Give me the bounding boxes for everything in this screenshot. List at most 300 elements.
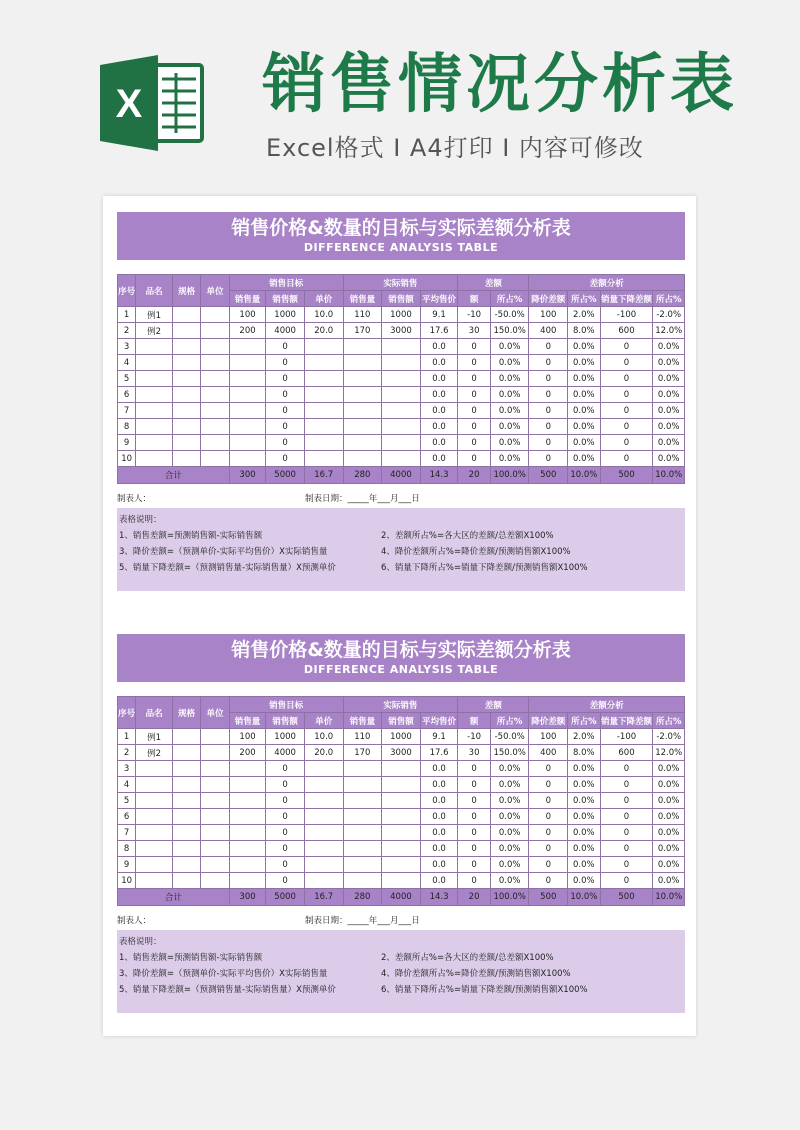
- table-cell[interactable]: 0.0%: [568, 857, 601, 873]
- table-cell[interactable]: 1000: [382, 729, 421, 745]
- table-cell[interactable]: [172, 323, 200, 339]
- table-cell[interactable]: 0: [266, 857, 305, 873]
- table-cell[interactable]: 5: [118, 793, 136, 809]
- table-cell[interactable]: [172, 307, 200, 323]
- table-cell[interactable]: [136, 825, 173, 841]
- table-cell[interactable]: 0: [266, 825, 305, 841]
- table-cell[interactable]: 17.6: [420, 323, 458, 339]
- table-cell[interactable]: -100: [600, 729, 653, 745]
- table-cell[interactable]: 17.6: [420, 745, 458, 761]
- table-cell[interactable]: [304, 435, 343, 451]
- table-cell[interactable]: 0: [600, 451, 653, 467]
- table-cell[interactable]: [304, 419, 343, 435]
- table-cell[interactable]: 0.0%: [568, 825, 601, 841]
- table-cell[interactable]: 0.0%: [568, 435, 601, 451]
- table-cell[interactable]: [304, 451, 343, 467]
- table-cell[interactable]: [304, 857, 343, 873]
- table-cell[interactable]: 0: [458, 873, 491, 889]
- table-cell[interactable]: [343, 419, 382, 435]
- table-cell[interactable]: 0: [458, 435, 491, 451]
- table-cell[interactable]: [201, 387, 229, 403]
- table-cell[interactable]: 0: [600, 873, 653, 889]
- table-cell[interactable]: [304, 355, 343, 371]
- table-cell[interactable]: 例2: [136, 745, 173, 761]
- table-cell[interactable]: [172, 355, 200, 371]
- table-cell[interactable]: 6: [118, 387, 136, 403]
- table-cell[interactable]: [172, 825, 200, 841]
- table-cell[interactable]: 0.0: [420, 825, 458, 841]
- table-cell[interactable]: -10: [458, 307, 491, 323]
- table-cell[interactable]: 0: [600, 419, 653, 435]
- table-cell[interactable]: 0.0%: [490, 387, 529, 403]
- table-cell[interactable]: [172, 857, 200, 873]
- table-cell[interactable]: [172, 873, 200, 889]
- table-cell[interactable]: -100: [600, 307, 653, 323]
- table-cell[interactable]: [229, 809, 266, 825]
- table-cell[interactable]: [201, 809, 229, 825]
- table-cell[interactable]: 0: [529, 873, 568, 889]
- table-cell[interactable]: [382, 873, 421, 889]
- table-cell[interactable]: 0: [600, 809, 653, 825]
- table-cell[interactable]: [172, 339, 200, 355]
- table-cell[interactable]: 0.0: [420, 451, 458, 467]
- table-cell[interactable]: 0.0%: [568, 339, 601, 355]
- table-cell[interactable]: 0: [458, 809, 491, 825]
- table-cell[interactable]: 0: [529, 403, 568, 419]
- table-cell[interactable]: [229, 387, 266, 403]
- table-cell[interactable]: [229, 841, 266, 857]
- table-cell[interactable]: 9: [118, 857, 136, 873]
- table-cell[interactable]: [304, 825, 343, 841]
- table-cell[interactable]: [172, 745, 200, 761]
- table-cell[interactable]: [382, 825, 421, 841]
- table-cell[interactable]: 0: [266, 873, 305, 889]
- table-cell[interactable]: [136, 793, 173, 809]
- table-cell[interactable]: 0: [529, 355, 568, 371]
- table-cell[interactable]: [343, 355, 382, 371]
- table-cell[interactable]: 例1: [136, 729, 173, 745]
- table-cell[interactable]: 2.0%: [568, 729, 601, 745]
- table-cell[interactable]: 0: [266, 339, 305, 355]
- table-cell[interactable]: 0: [529, 857, 568, 873]
- table-cell[interactable]: 110: [343, 729, 382, 745]
- table-cell[interactable]: [304, 841, 343, 857]
- table-cell[interactable]: [172, 419, 200, 435]
- table-cell[interactable]: 0: [266, 371, 305, 387]
- table-cell[interactable]: 0.0%: [653, 451, 685, 467]
- table-cell[interactable]: 7: [118, 825, 136, 841]
- table-cell[interactable]: 0: [458, 825, 491, 841]
- table-cell[interactable]: 0.0%: [568, 761, 601, 777]
- table-cell[interactable]: 9: [118, 435, 136, 451]
- table-cell[interactable]: 110: [343, 307, 382, 323]
- table-cell[interactable]: 0.0%: [653, 371, 685, 387]
- table-cell[interactable]: [343, 387, 382, 403]
- table-cell[interactable]: [201, 793, 229, 809]
- table-cell[interactable]: [201, 873, 229, 889]
- table-cell[interactable]: 0: [458, 371, 491, 387]
- table-cell[interactable]: [382, 777, 421, 793]
- table-cell[interactable]: 0: [458, 793, 491, 809]
- table-cell[interactable]: 0.0%: [568, 403, 601, 419]
- table-cell[interactable]: 3000: [382, 745, 421, 761]
- table-cell[interactable]: 0.0%: [653, 825, 685, 841]
- table-cell[interactable]: 0.0%: [653, 857, 685, 873]
- table-cell[interactable]: 0.0%: [653, 809, 685, 825]
- table-cell[interactable]: 10: [118, 873, 136, 889]
- table-cell[interactable]: 20.0: [304, 745, 343, 761]
- table-cell[interactable]: [229, 355, 266, 371]
- table-cell[interactable]: 1000: [266, 729, 305, 745]
- table-cell[interactable]: [172, 761, 200, 777]
- table-cell[interactable]: [201, 841, 229, 857]
- table-cell[interactable]: [136, 403, 173, 419]
- table-cell[interactable]: 0.0: [420, 435, 458, 451]
- table-cell[interactable]: [304, 403, 343, 419]
- table-cell[interactable]: [172, 435, 200, 451]
- table-cell[interactable]: [136, 355, 173, 371]
- table-cell[interactable]: -10: [458, 729, 491, 745]
- table-cell[interactable]: 0: [600, 761, 653, 777]
- table-cell[interactable]: [136, 761, 173, 777]
- table-cell[interactable]: 9.1: [420, 729, 458, 745]
- table-cell[interactable]: [201, 307, 229, 323]
- table-cell[interactable]: 12.0%: [653, 745, 685, 761]
- table-cell[interactable]: 3000: [382, 323, 421, 339]
- table-cell[interactable]: 2.0%: [568, 307, 601, 323]
- table-cell[interactable]: 8: [118, 419, 136, 435]
- table-cell[interactable]: [172, 777, 200, 793]
- table-cell[interactable]: [229, 371, 266, 387]
- table-cell[interactable]: 0.0%: [568, 387, 601, 403]
- table-cell[interactable]: 4000: [266, 323, 305, 339]
- table-cell[interactable]: [136, 435, 173, 451]
- table-cell[interactable]: 0.0%: [653, 873, 685, 889]
- table-cell[interactable]: [382, 419, 421, 435]
- table-cell[interactable]: 0.0: [420, 403, 458, 419]
- table-cell[interactable]: 0: [600, 793, 653, 809]
- table-cell[interactable]: [201, 857, 229, 873]
- table-cell[interactable]: 10: [118, 451, 136, 467]
- table-cell[interactable]: [201, 729, 229, 745]
- table-cell[interactable]: 0: [266, 387, 305, 403]
- table-cell[interactable]: 1: [118, 729, 136, 745]
- table-cell[interactable]: 200: [229, 323, 266, 339]
- table-cell[interactable]: [172, 729, 200, 745]
- table-cell[interactable]: 0: [600, 841, 653, 857]
- table-cell[interactable]: 30: [458, 323, 491, 339]
- table-cell[interactable]: 0.0%: [568, 355, 601, 371]
- table-cell[interactable]: [304, 873, 343, 889]
- table-cell[interactable]: [229, 451, 266, 467]
- table-cell[interactable]: 0.0%: [568, 841, 601, 857]
- table-cell[interactable]: [304, 809, 343, 825]
- table-cell[interactable]: 0.0: [420, 809, 458, 825]
- table-cell[interactable]: 5: [118, 371, 136, 387]
- table-cell[interactable]: 600: [600, 323, 653, 339]
- table-cell[interactable]: 20.0: [304, 323, 343, 339]
- table-cell[interactable]: [343, 451, 382, 467]
- table-cell[interactable]: [343, 777, 382, 793]
- table-cell[interactable]: 0: [600, 777, 653, 793]
- table-cell[interactable]: 9.1: [420, 307, 458, 323]
- table-cell[interactable]: [229, 873, 266, 889]
- table-cell[interactable]: 0: [600, 825, 653, 841]
- table-cell[interactable]: 0: [600, 857, 653, 873]
- table-cell[interactable]: 0.0%: [653, 841, 685, 857]
- table-cell[interactable]: 7: [118, 403, 136, 419]
- table-cell[interactable]: 0.0%: [490, 873, 529, 889]
- table-cell[interactable]: [343, 761, 382, 777]
- table-cell[interactable]: [229, 777, 266, 793]
- table-cell[interactable]: [201, 355, 229, 371]
- table-cell[interactable]: 8.0%: [568, 745, 601, 761]
- table-cell[interactable]: 6: [118, 809, 136, 825]
- table-cell[interactable]: [229, 793, 266, 809]
- table-cell[interactable]: 0.0: [420, 793, 458, 809]
- table-cell[interactable]: 0: [458, 451, 491, 467]
- table-cell[interactable]: [229, 857, 266, 873]
- table-cell[interactable]: 0: [529, 825, 568, 841]
- table-cell[interactable]: 0: [458, 777, 491, 793]
- table-cell[interactable]: [304, 761, 343, 777]
- table-cell[interactable]: [382, 809, 421, 825]
- table-cell[interactable]: [201, 403, 229, 419]
- table-cell[interactable]: [172, 371, 200, 387]
- table-cell[interactable]: 0: [600, 339, 653, 355]
- table-cell[interactable]: 0: [529, 435, 568, 451]
- table-cell[interactable]: [382, 403, 421, 419]
- table-cell[interactable]: [172, 809, 200, 825]
- table-cell[interactable]: -50.0%: [490, 729, 529, 745]
- table-cell[interactable]: 150.0%: [490, 323, 529, 339]
- table-cell[interactable]: 0.0%: [490, 793, 529, 809]
- table-cell[interactable]: 0.0: [420, 841, 458, 857]
- table-cell[interactable]: 0: [529, 777, 568, 793]
- table-cell[interactable]: [343, 339, 382, 355]
- table-cell[interactable]: [201, 761, 229, 777]
- table-cell[interactable]: [382, 793, 421, 809]
- table-cell[interactable]: 0.0%: [653, 403, 685, 419]
- table-cell[interactable]: [201, 745, 229, 761]
- table-cell[interactable]: [201, 339, 229, 355]
- table-cell[interactable]: 0: [458, 419, 491, 435]
- table-cell[interactable]: 0: [600, 435, 653, 451]
- table-cell[interactable]: [229, 339, 266, 355]
- table-cell[interactable]: 0: [458, 841, 491, 857]
- table-cell[interactable]: [343, 403, 382, 419]
- table-cell[interactable]: 400: [529, 323, 568, 339]
- table-cell[interactable]: 0: [266, 793, 305, 809]
- table-cell[interactable]: [172, 841, 200, 857]
- table-cell[interactable]: 4: [118, 355, 136, 371]
- table-cell[interactable]: 0.0%: [653, 777, 685, 793]
- table-cell[interactable]: 0.0%: [568, 451, 601, 467]
- table-cell[interactable]: 0.0%: [490, 825, 529, 841]
- table-cell[interactable]: [172, 451, 200, 467]
- table-cell[interactable]: 0: [266, 761, 305, 777]
- table-cell[interactable]: 1: [118, 307, 136, 323]
- table-cell[interactable]: 0.0%: [490, 403, 529, 419]
- table-cell[interactable]: 200: [229, 745, 266, 761]
- table-cell[interactable]: 0: [529, 371, 568, 387]
- table-cell[interactable]: [229, 435, 266, 451]
- table-cell[interactable]: 8: [118, 841, 136, 857]
- table-cell[interactable]: 例1: [136, 307, 173, 323]
- table-cell[interactable]: 0: [458, 339, 491, 355]
- table-cell[interactable]: 0: [266, 435, 305, 451]
- table-cell[interactable]: 0.0%: [490, 761, 529, 777]
- table-cell[interactable]: 0.0%: [490, 857, 529, 873]
- table-cell[interactable]: [201, 371, 229, 387]
- table-cell[interactable]: 0: [266, 451, 305, 467]
- table-cell[interactable]: 600: [600, 745, 653, 761]
- table-cell[interactable]: 例2: [136, 323, 173, 339]
- table-cell[interactable]: [343, 371, 382, 387]
- table-cell[interactable]: [201, 435, 229, 451]
- table-cell[interactable]: [201, 419, 229, 435]
- table-cell[interactable]: [172, 403, 200, 419]
- table-cell[interactable]: [343, 793, 382, 809]
- table-cell[interactable]: [382, 371, 421, 387]
- table-cell[interactable]: 100: [529, 729, 568, 745]
- table-cell[interactable]: 2: [118, 323, 136, 339]
- table-cell[interactable]: 0.0%: [568, 873, 601, 889]
- table-cell[interactable]: 170: [343, 745, 382, 761]
- table-cell[interactable]: 0.0: [420, 761, 458, 777]
- table-cell[interactable]: 0: [458, 403, 491, 419]
- table-cell[interactable]: [304, 387, 343, 403]
- table-cell[interactable]: 0.0%: [568, 777, 601, 793]
- table-cell[interactable]: [382, 451, 421, 467]
- table-cell[interactable]: 0: [600, 387, 653, 403]
- table-cell[interactable]: 150.0%: [490, 745, 529, 761]
- table-cell[interactable]: [136, 857, 173, 873]
- table-cell[interactable]: [136, 873, 173, 889]
- table-cell[interactable]: [201, 323, 229, 339]
- table-cell[interactable]: 1000: [266, 307, 305, 323]
- table-cell[interactable]: [136, 777, 173, 793]
- table-cell[interactable]: [201, 825, 229, 841]
- table-cell[interactable]: 0.0%: [568, 809, 601, 825]
- table-cell[interactable]: [136, 387, 173, 403]
- table-cell[interactable]: 12.0%: [653, 323, 685, 339]
- table-cell[interactable]: [343, 873, 382, 889]
- table-cell[interactable]: [229, 825, 266, 841]
- table-cell[interactable]: 0: [266, 841, 305, 857]
- table-cell[interactable]: 0.0%: [653, 793, 685, 809]
- table-cell[interactable]: 0: [529, 841, 568, 857]
- table-cell[interactable]: 0.0%: [653, 419, 685, 435]
- table-cell[interactable]: 0.0%: [490, 339, 529, 355]
- table-cell[interactable]: [304, 777, 343, 793]
- table-cell[interactable]: 0.0: [420, 857, 458, 873]
- table-cell[interactable]: [229, 419, 266, 435]
- table-cell[interactable]: 4: [118, 777, 136, 793]
- table-cell[interactable]: 0: [266, 809, 305, 825]
- table-cell[interactable]: 0: [600, 403, 653, 419]
- table-cell[interactable]: 10.0: [304, 307, 343, 323]
- table-cell[interactable]: [382, 761, 421, 777]
- table-cell[interactable]: 0: [600, 371, 653, 387]
- table-cell[interactable]: [136, 841, 173, 857]
- table-cell[interactable]: 0.0%: [490, 809, 529, 825]
- table-cell[interactable]: 0: [458, 355, 491, 371]
- table-cell[interactable]: 0: [600, 355, 653, 371]
- table-cell[interactable]: 30: [458, 745, 491, 761]
- table-cell[interactable]: 3: [118, 339, 136, 355]
- table-cell[interactable]: 0.0%: [653, 435, 685, 451]
- table-cell[interactable]: 3: [118, 761, 136, 777]
- table-cell[interactable]: [136, 371, 173, 387]
- table-cell[interactable]: [136, 419, 173, 435]
- table-cell[interactable]: [382, 355, 421, 371]
- table-cell[interactable]: 0.0%: [490, 841, 529, 857]
- table-cell[interactable]: -2.0%: [653, 729, 685, 745]
- table-cell[interactable]: 0.0%: [653, 355, 685, 371]
- table-cell[interactable]: 0.0%: [568, 419, 601, 435]
- table-cell[interactable]: 0.0: [420, 387, 458, 403]
- table-cell[interactable]: 0: [529, 761, 568, 777]
- table-cell[interactable]: [304, 371, 343, 387]
- table-cell[interactable]: [343, 435, 382, 451]
- table-cell[interactable]: 0: [458, 761, 491, 777]
- table-cell[interactable]: [382, 387, 421, 403]
- table-cell[interactable]: [382, 841, 421, 857]
- table-cell[interactable]: [343, 841, 382, 857]
- table-cell[interactable]: 0: [529, 809, 568, 825]
- table-cell[interactable]: [229, 761, 266, 777]
- table-cell[interactable]: 0.0: [420, 355, 458, 371]
- table-cell[interactable]: 0.0: [420, 419, 458, 435]
- table-cell[interactable]: 0: [529, 419, 568, 435]
- table-cell[interactable]: [304, 339, 343, 355]
- table-cell[interactable]: [229, 403, 266, 419]
- table-cell[interactable]: 400: [529, 745, 568, 761]
- table-cell[interactable]: [136, 339, 173, 355]
- table-cell[interactable]: 0: [529, 387, 568, 403]
- table-cell[interactable]: 2: [118, 745, 136, 761]
- table-cell[interactable]: [172, 387, 200, 403]
- table-cell[interactable]: 1000: [382, 307, 421, 323]
- table-cell[interactable]: 0: [266, 403, 305, 419]
- table-cell[interactable]: 100: [229, 729, 266, 745]
- table-cell[interactable]: [382, 339, 421, 355]
- table-cell[interactable]: [304, 793, 343, 809]
- table-cell[interactable]: 0.0%: [490, 435, 529, 451]
- table-cell[interactable]: 0.0%: [568, 371, 601, 387]
- table-cell[interactable]: 170: [343, 323, 382, 339]
- table-cell[interactable]: 0: [458, 387, 491, 403]
- table-cell[interactable]: 0.0: [420, 777, 458, 793]
- table-cell[interactable]: [382, 857, 421, 873]
- table-cell[interactable]: 0.0%: [490, 777, 529, 793]
- table-cell[interactable]: 0.0: [420, 339, 458, 355]
- table-cell[interactable]: 4000: [266, 745, 305, 761]
- table-cell[interactable]: 0: [529, 451, 568, 467]
- table-cell[interactable]: 0.0%: [653, 761, 685, 777]
- table-cell[interactable]: 0.0%: [490, 355, 529, 371]
- table-cell[interactable]: [136, 451, 173, 467]
- table-cell[interactable]: 0: [266, 777, 305, 793]
- table-cell[interactable]: -50.0%: [490, 307, 529, 323]
- table-cell[interactable]: 0: [529, 793, 568, 809]
- table-cell[interactable]: [201, 777, 229, 793]
- table-cell[interactable]: 0.0%: [490, 371, 529, 387]
- table-cell[interactable]: 8.0%: [568, 323, 601, 339]
- table-cell[interactable]: [343, 825, 382, 841]
- table-cell[interactable]: 0: [266, 355, 305, 371]
